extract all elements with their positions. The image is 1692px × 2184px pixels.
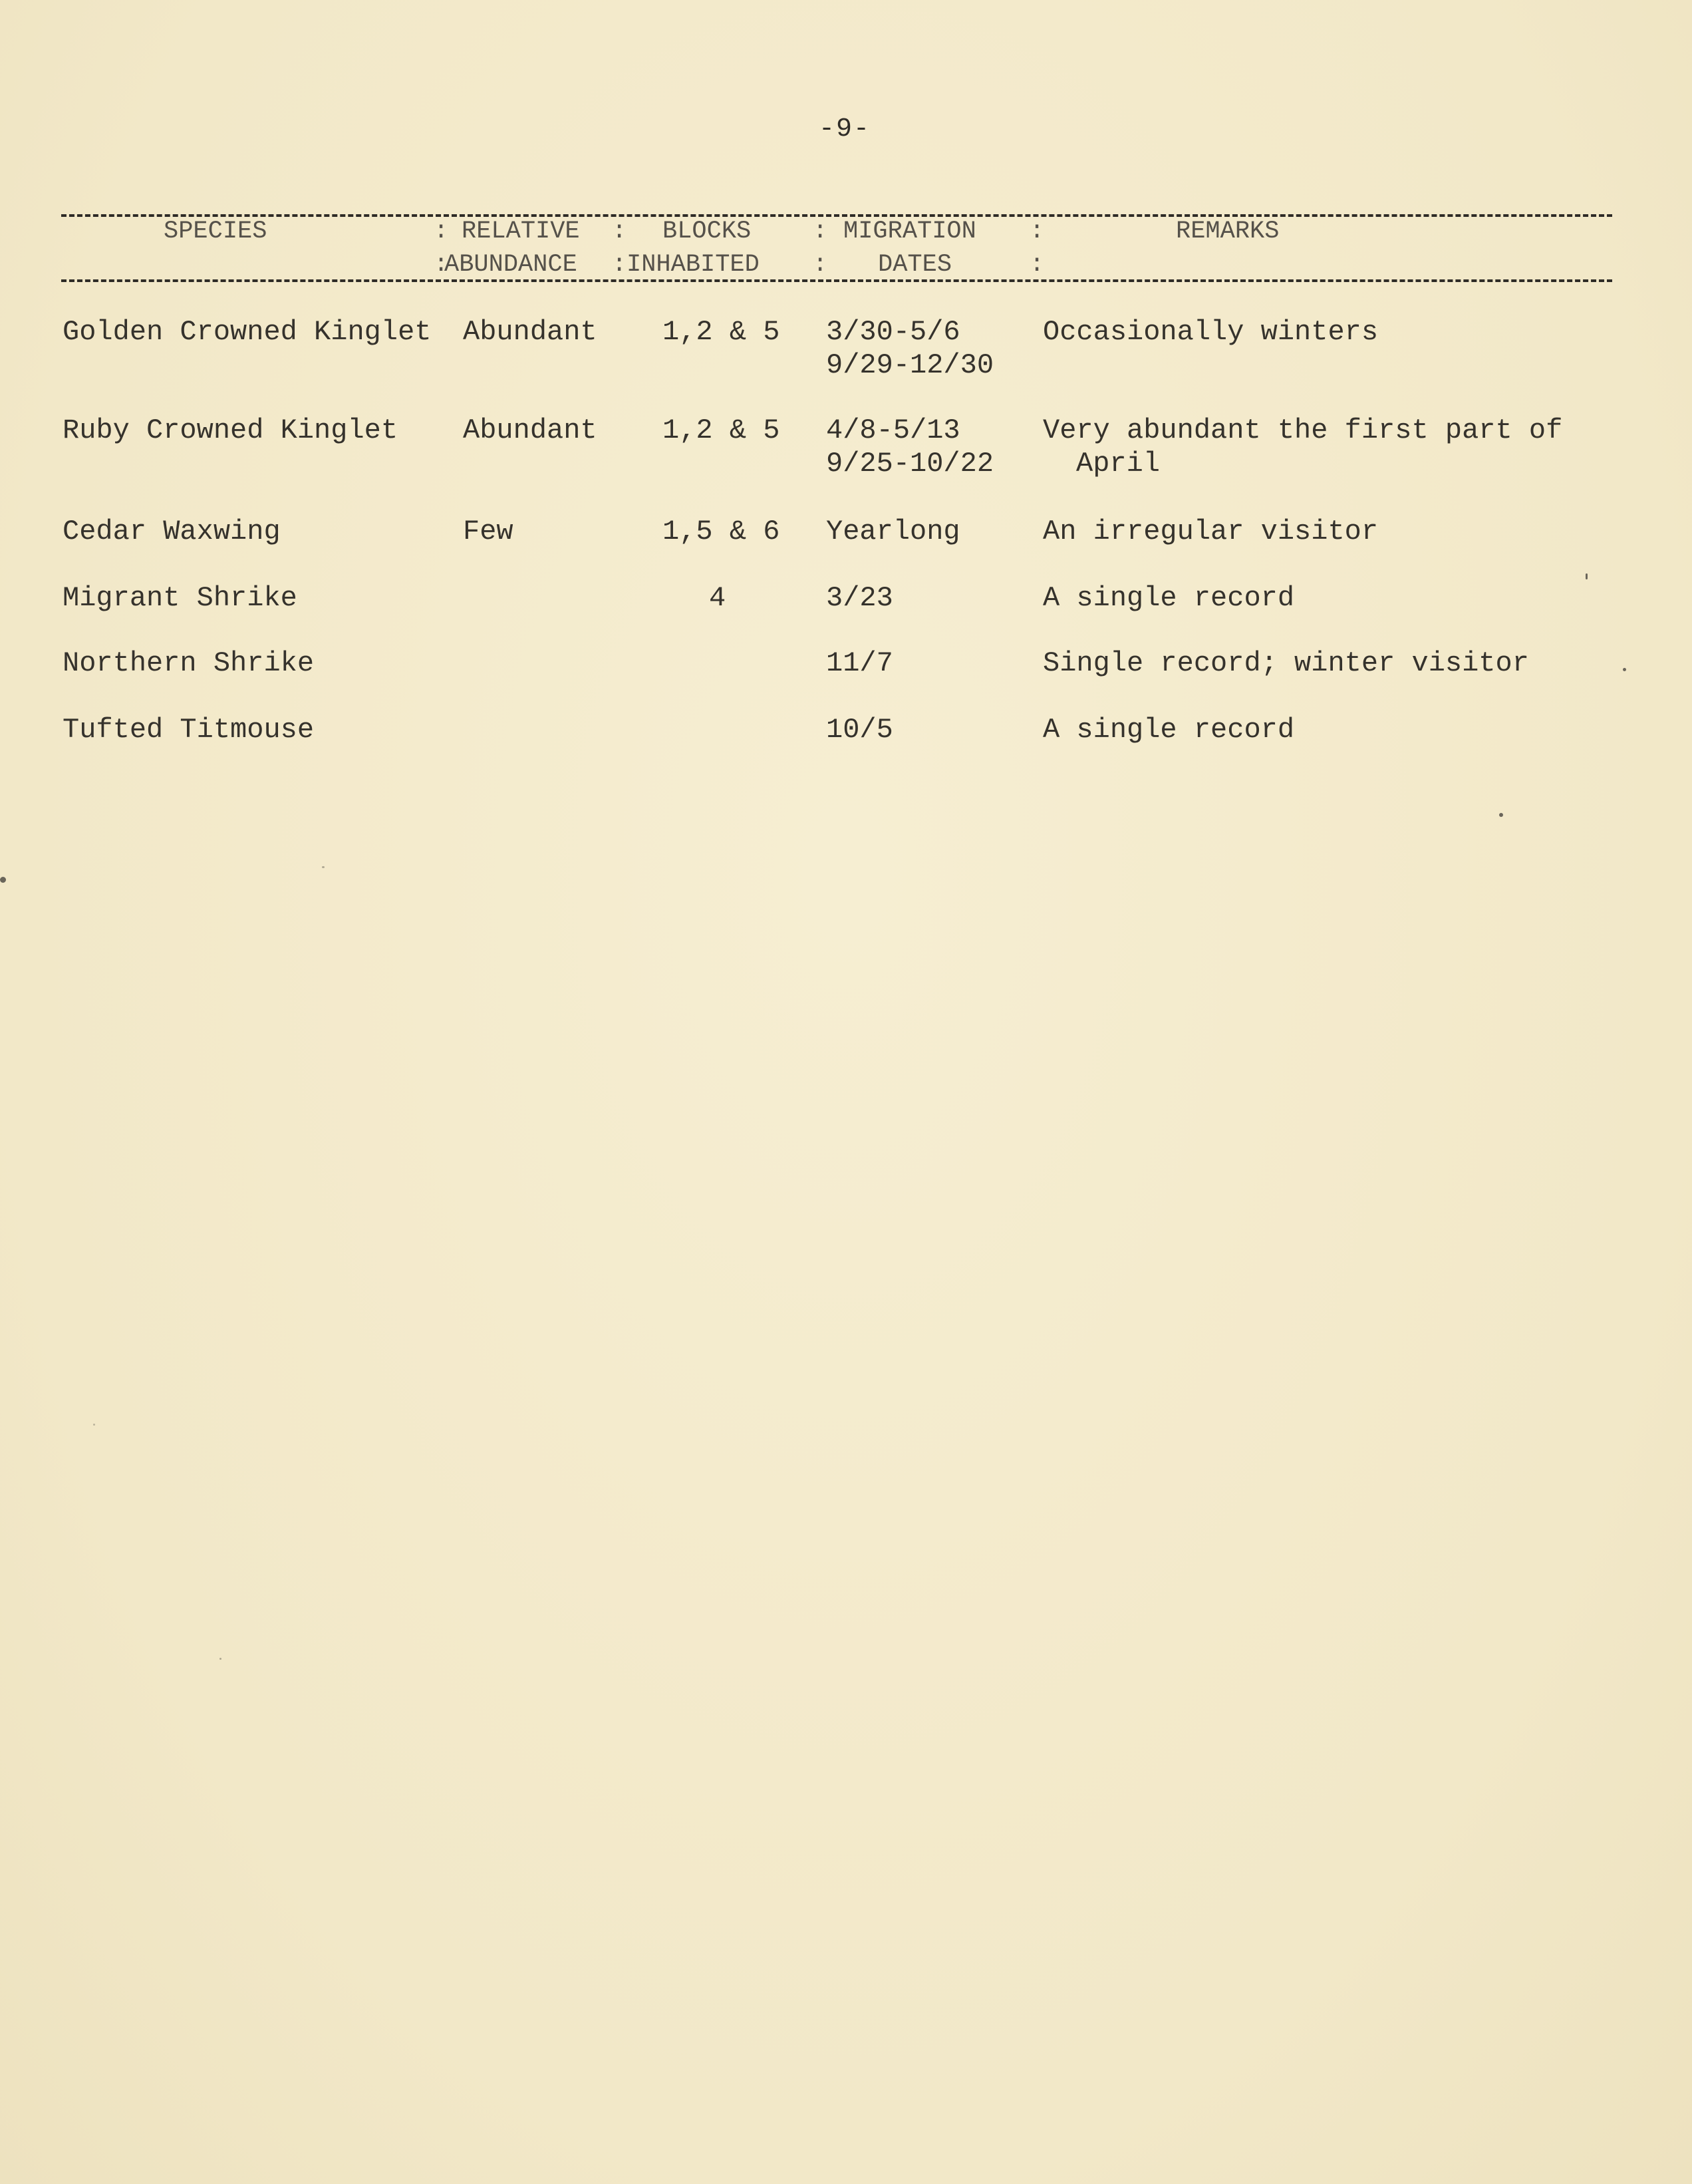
header-migration: MIGRATION [843, 218, 976, 245]
header-separator: : [434, 251, 449, 279]
paper-speck [1586, 573, 1588, 579]
header-dates: DATES [878, 251, 952, 279]
header-separator: : [612, 218, 627, 245]
table-cell-species: Cedar Waxwing [63, 516, 281, 547]
table-cell-blocks: 1,5 & 6 [662, 516, 780, 547]
header-separator: : [813, 251, 828, 279]
header-species: SPECIES [164, 218, 267, 245]
table-cell-dates: 4/8-5/13 [826, 414, 960, 446]
table-cell-blocks: 1,2 & 5 [662, 316, 780, 348]
table-cell-remarks: April [1076, 448, 1161, 480]
table-cell-remarks: A single record [1043, 582, 1295, 614]
table-cell-remarks: Very abundant the first part of [1043, 414, 1563, 446]
table-cell-abundance: Abundant [463, 414, 597, 446]
table-top-rule [61, 214, 1612, 217]
table-cell-remarks: A single record [1043, 714, 1295, 746]
header-inhabited: INHABITED [627, 251, 760, 279]
paper-speck [1623, 668, 1626, 671]
paper-speck [322, 866, 325, 868]
header-separator: : [612, 251, 627, 279]
table-cell-blocks: 1,2 & 5 [662, 414, 780, 446]
table-cell-abundance: Few [463, 516, 513, 547]
header-abundance: ABUNDANCE [444, 251, 577, 279]
header-separator: : [1030, 251, 1045, 279]
table-cell-species: Migrant Shrike [63, 582, 297, 614]
table-cell-dates: 3/23 [826, 582, 893, 614]
table-cell-blocks: 4 [709, 582, 726, 614]
table-cell-dates: 9/25-10/22 [826, 448, 994, 480]
table-cell-species: Northern Shrike [63, 647, 315, 679]
header-blocks: BLOCKS [662, 218, 752, 245]
header-separator: : [434, 218, 449, 245]
table-cell-remarks: Occasionally winters [1043, 316, 1379, 348]
table-cell-species: Tufted Titmouse [63, 714, 315, 746]
header-separator: : [813, 218, 828, 245]
table-cell-dates: 10/5 [826, 714, 893, 746]
table-cell-dates: 11/7 [826, 647, 893, 679]
table-cell-remarks: Single record; winter visitor [1043, 647, 1529, 679]
paper-speck [219, 1658, 221, 1660]
header-separator: : [1030, 218, 1045, 245]
header-remarks: REMARKS [1176, 218, 1280, 245]
paper-speck [0, 877, 6, 883]
table-cell-species: Ruby Crowned Kinglet [63, 414, 398, 446]
table-cell-dates: 3/30-5/6 [826, 316, 960, 348]
table-cell-dates: 9/29-12/30 [826, 349, 994, 381]
table-cell-abundance: Abundant [463, 316, 597, 348]
table-cell-species: Golden Crowned Kinglet [63, 316, 432, 348]
table-header-rule [61, 279, 1612, 282]
page-number: -9- [818, 114, 871, 144]
table-cell-dates: Yearlong [826, 516, 960, 547]
header-relative: RELATIVE [462, 218, 580, 245]
table-cell-remarks: An irregular visitor [1043, 516, 1379, 547]
paper-speck [93, 1424, 95, 1426]
paper-speck [1499, 813, 1503, 817]
